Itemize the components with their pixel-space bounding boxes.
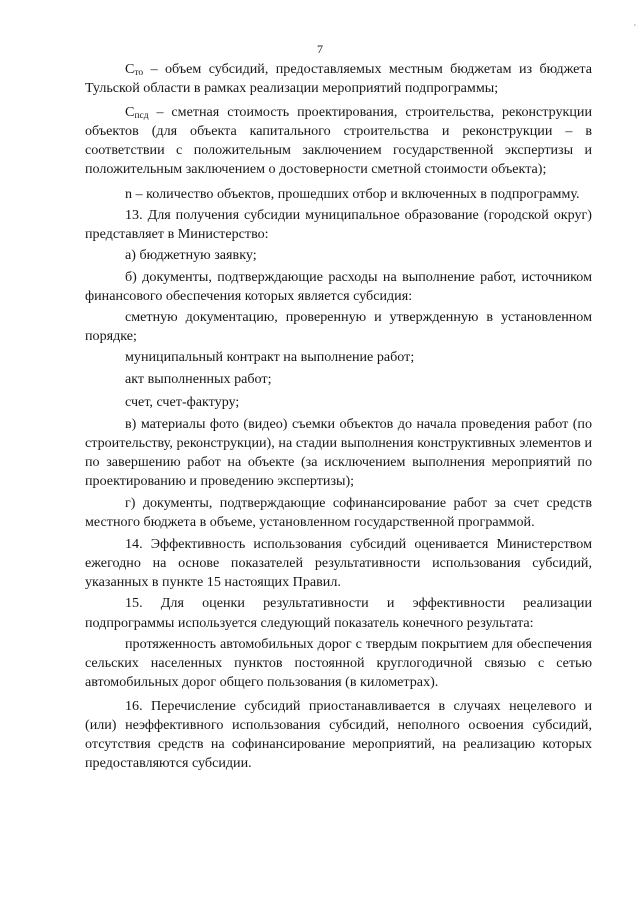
paragraph-15: 15. Для оценки результативности и эффективности реализации подпрограммы используется следующий показатель конечного результата: [85, 595, 592, 631]
item-a: а) бюджетную заявку; [125, 246, 257, 263]
item-b: б) документы, подтверждающие расходы на выполнение работ, источником финансового обеспечения которых является субсидия: [85, 268, 592, 305]
paragraph-13: 13. Для получения субсидии муниципальное образование (городской округ) представляет в Министерство: [85, 206, 592, 242]
edge-mark: ∙ [633, 20, 636, 30]
document-body [85, 60, 592, 773]
item-b-contract: муниципальный контракт на выполнение работ; [125, 349, 415, 366]
definition-n: n – количество объектов, прошедших отбор и включенных в подпрограмму. [125, 185, 580, 202]
definition-c-psd: $C_{псд}$ – сметная стоимость проектирования, строительства, реконструкции объектов (для объекта капитального строительства и реконструкции – в соответствии с положительным заключением государственной экспертизы и положительным заключением о достоверности сметной стоимости объекта); [85, 104, 592, 178]
item-b-estimate-docs: сметную документацию, проверенную и утвержденную в установленном порядке; [85, 309, 592, 345]
variable-c-to: $C_{то}$ [125, 61, 144, 78]
definition-c-to: $C_{то}$ – объем субсидий, предоставляемых местным бюджетам из бюджета Тульской области в рамках реализации мероприятий подпрограммы; [85, 61, 592, 97]
page-number: 7 [317, 42, 323, 56]
paragraph-16: 16. Перечисление субсидий приостанавливается в случаях нецелевого и (или) неэффективного использования субсидий, неполного освоения субсидий, отсутствия средств на софинансирование мероприятий, на реализацию которых предоставляются субсидии. [85, 697, 592, 772]
item-v: в) материалы фото (видео) съемки объектов до начала проведения работ (по строительству, реконструкции), на стадии выполнения конструктивных элементов и по завершению работ на объекте (за исключением выполнения мероприятий по проектированию и проведению экспертизы); [85, 415, 592, 489]
paragraph-14: 14. Эффективность использования субсидий оценивается Министерством ежегодно на основе показателей результативности использования субсидий, указанных в пункте 15 настоящих Правил. [85, 536, 592, 591]
variable-c-psd: $C_{псд}$ [125, 104, 149, 122]
indicator-road-length: протяженность автомобильных дорог с твердым покрытием для обеспечения сельских населенных пунктов постоянной круглогодичной связью с сетью автомобильных дорог общего пользования (в километрах). [85, 635, 592, 690]
item-g: г) документы, подтверждающие софинансирование работ за счет средств местного бюджета в объеме, установленном государственной программой. [85, 494, 592, 531]
item-b-invoice: счет, счет-фактуру; [125, 393, 240, 410]
item-b-acceptance-act: акт выполненных работ; [125, 371, 272, 388]
